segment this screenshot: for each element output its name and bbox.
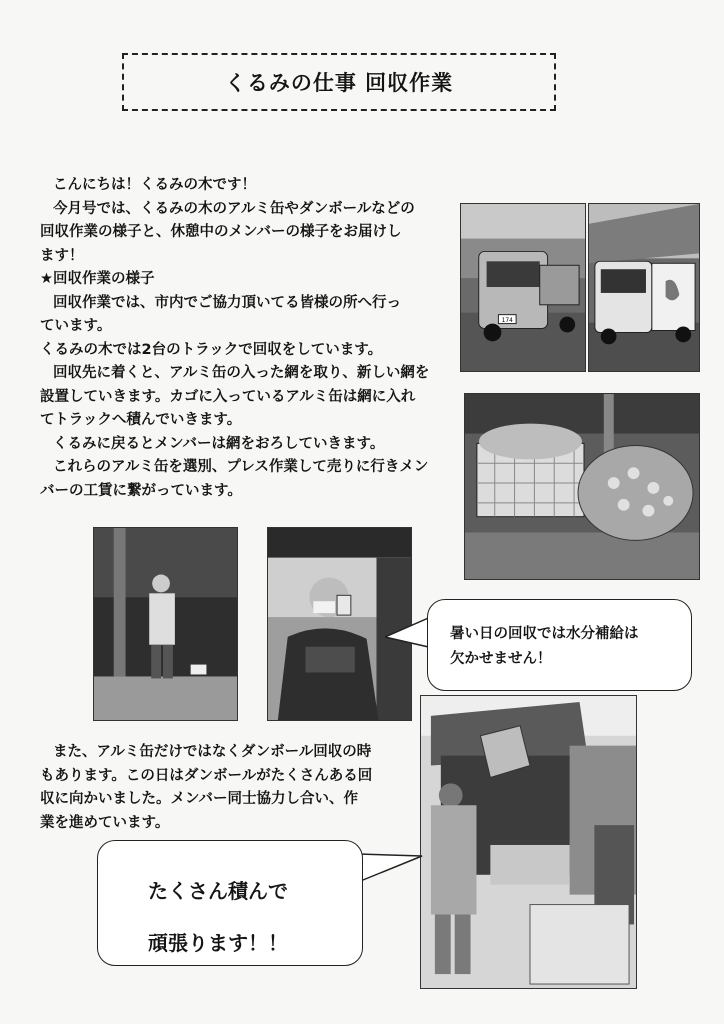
intro-line-3: ます！: [40, 247, 84, 264]
section-heading: ★回収作業の様子: [40, 271, 155, 287]
member-collecting-illustration: [94, 528, 237, 720]
truck-2-illustration: [589, 204, 699, 371]
photo-cardboard-loading: [420, 695, 637, 989]
section-line-8: これらのアルミ缶を選別、プレス作業して売りに行きメン: [53, 459, 429, 475]
section-line-6: てトラックへ積んでいきます。: [40, 412, 242, 428]
title-box: [122, 53, 556, 111]
cardboard-text: [40, 741, 420, 835]
section-line-5: 設置していきます。カゴに入っているアルミ缶は網に入れ: [40, 388, 416, 405]
section-line-7: くるみに戻るとメンバーは網をおろしていきます。: [53, 435, 385, 452]
bubble-cheer-line-1: たくさん積んで: [148, 879, 288, 903]
section-line-4: 回収先に着くと、アルミ缶の入った網を取り、新しい網を: [53, 365, 430, 381]
truck-license-plate: 174: [501, 318, 513, 325]
section-line-9: バーの工賃に繋がっています。: [40, 482, 242, 499]
speech-bubble-water: [427, 599, 692, 691]
intro-line-1: 今月号では、くるみの木のアルミ缶やダンボールなどの: [53, 200, 415, 217]
bubble-cheer-tail: [358, 850, 424, 886]
cardboard-line-4: 業を進めています。: [40, 814, 170, 831]
photo-truck-2: [588, 203, 700, 372]
bubble-water-line-1: 暑い日の回収では水分補給は: [450, 626, 639, 642]
truck-1-illustration: [461, 204, 585, 371]
intro-text: [40, 174, 460, 503]
photo-member-collecting: [93, 527, 238, 721]
cans-illustration: [465, 394, 699, 579]
intro-line-2: 回収作業の様子と、休憩中のメンバーの様子をお届けし: [40, 224, 402, 240]
section-line-3: くるみの木では2台のトラックで回収をしています。: [40, 341, 383, 358]
bubble-water-line-2: 欠かせません！: [450, 651, 552, 667]
photo-aluminum-cans: [464, 393, 700, 580]
speech-bubble-cheer: [97, 840, 363, 966]
bubble-cheer-line-2: 頑張ります！！: [148, 931, 288, 955]
section-line-2: ています。: [40, 318, 112, 334]
cardboard-line-1: また、アルミ缶だけではなくダンボール回収の時: [53, 744, 372, 760]
cardboard-line-3: 収に向かいました。メンバー同士協力し合い、作: [40, 791, 358, 807]
cardboard-line-2: もあります。この日はダンボールがたくさんある回: [40, 767, 373, 784]
greeting: こんにちは！くるみの木です！: [53, 177, 256, 193]
section-line-1: 回収作業では、市内でご協力頂いてる皆様の所へ行っ: [53, 294, 401, 311]
cardboard-loading-illustration: [421, 696, 636, 988]
photo-truck-1: [460, 203, 586, 372]
page-title: くるみの仕事 回収作業: [224, 71, 454, 95]
